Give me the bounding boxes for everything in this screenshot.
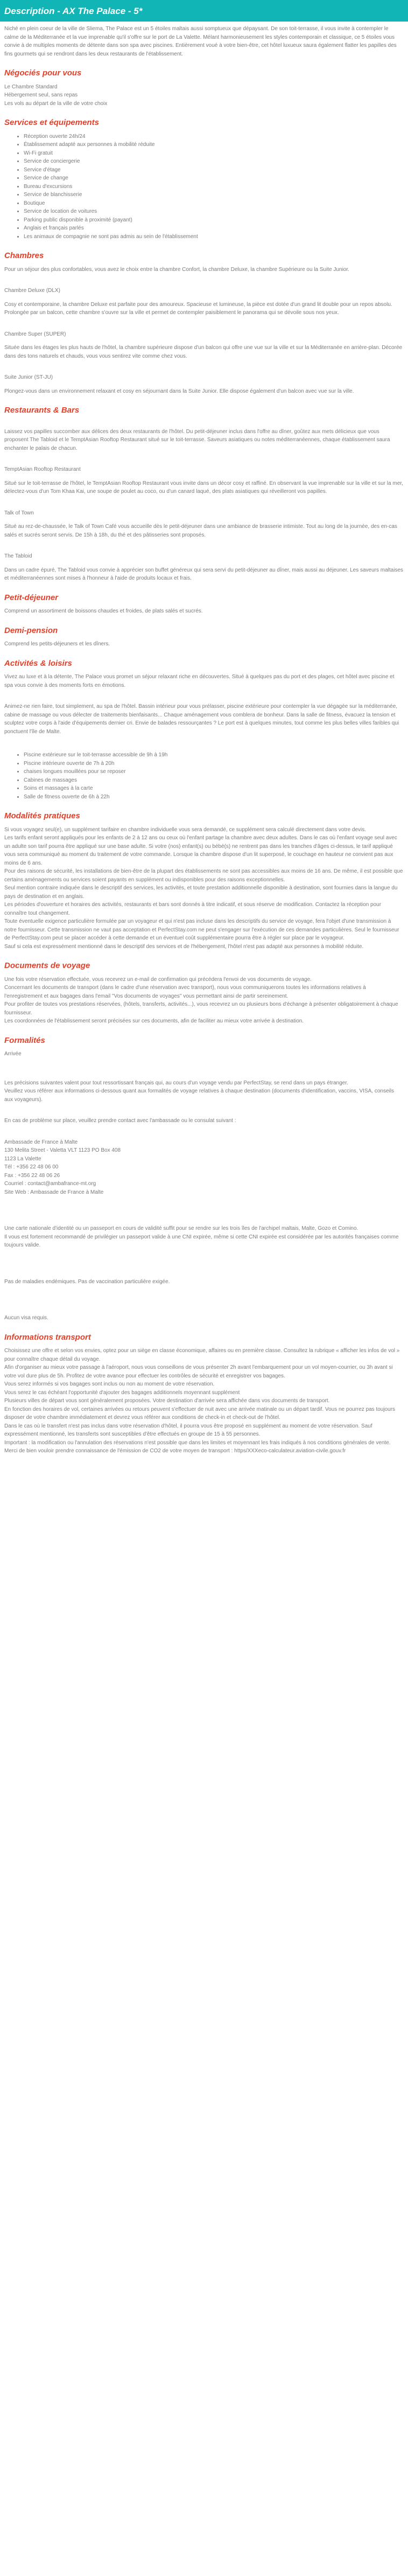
- breakfast-text: Comprend un assortiment de boissons chaudes et froides, de plats salés et sucrés.: [4, 608, 203, 615]
- page-title: Description - AX The Palace - 5*: [4, 6, 143, 16]
- services-list: [4, 133, 404, 241]
- half-board-text: Comprend les petits-déjeuners et les dîners.: [4, 641, 110, 648]
- activities-paragraph: Animez-ne rien faire, tout simplement, au spa de l'hôtel. Bassin intérieur pour vous prélasser, piscine extérieure pour contempler la vue dégagée sur la méditerranée, cabine de massage ou vous délecter de traitements bienfaisants... Chaque aménagement vous comblera de bonheur. Dans la salle de fitness, évacuez la tension et sculptez votre corps à l'aide d'équipements dernier cri. Envie de balades ressourçantes ? Le port est à quelques minutes, tout comme les plus belles villes faribles qui ponctuent l'île de Malte.: [4, 704, 399, 735]
- half-board-heading: Demi-pension: [4, 625, 58, 635]
- service-item: • Les animaux de compagnie ne sont pas admis au sein de l'établissement: [24, 233, 404, 241]
- travel-documents-text: Une fois votre réservation effectuée, vous recevrez un e-mail de confirmation qui précédera l'envoi de vos documents de voyage. Concernant les documents de transport (dans le cadre d'une réservation avec transport), nous vous communiquerons toutes les informations relatives à l'enregistrement et aux bagages dans l'email "Vos documents de voyages" vous permettant ainsi de partir sereinement. Pour profiter de toutes vos prestations réservées, (hôtels, transferts, activités...), vous recevrez un ou plusieurs bons d'échange à présenter obligatoirement à chaque fournisseur. Les coordonnées de l'établissement seront précisées sur ces documents, afin de faciliter au mieux votre arrivée à destination.: [4, 976, 398, 1025]
- activities-list: [4, 751, 404, 801]
- transport-heading: Informations transport: [4, 1332, 91, 1342]
- restaurants-heading: Restaurants & Bars: [4, 406, 80, 415]
- services-heading: Services et équipements: [4, 118, 99, 128]
- formalities-paragraph: En cas de problème sur place, veuillez prendre contact avec l'ambassade ou le consulat suivant :: [4, 1118, 236, 1124]
- negotiated-list: [4, 83, 404, 108]
- service-item: • Anglais et français parlés: [24, 224, 404, 233]
- arrival-label: Arrivée: [4, 1051, 22, 1057]
- service-item: • Réception ouverte 24h/24: [24, 133, 404, 141]
- service-item: • Bureau d'excursions: [24, 183, 404, 191]
- intro-paragraph: Niché en plein coeur de la ville de Sliema, The Palace est un 5 étoiles maltais aussi somptueux que dépaysant. De son toit-terrasse, il vous invite à contempler le calme de la Méditerranée et la vue imprenable qu'il s'offre sur le port de La Valette. Mélant harmonieusement les styles contemporain et classique, ce 5 étoiles vous convie à de multiples moments de détente dans son spa avec piscines. Entièrement voué à votre bien-être, cet hôtel luxueux saura également flatter les papilles des fins gourmets qui se rendront dans les deux restaurants de l'établissement.: [4, 26, 397, 57]
- venue-description: Situé au rez-de-chaussée, le Talk of Town Café vous accueille dès le petit-déjeuner dans une ambiance de brasserie intimiste. Tout au long de la journée, des en-cas salés et sucrés seront servis. De 15h à 18h, du thé et des pâtisseries sont proposés.: [4, 524, 397, 538]
- negotiated-line: Les vols au départ de la ville de votre choix: [4, 100, 108, 107]
- formalities-heading: Formalités: [4, 1035, 45, 1045]
- venue-name: TemptAsian Rooftop Restaurant: [4, 467, 81, 473]
- identity-requirements: Une carte nationale d'identité ou un passeport en cours de validité suffit pour se rendre sur les trois îles de l'archipel maltais, Malte, Gozo et Comino. Il vous est fortement recommandé de privilégier un passeport valide à une CNI expirée, même si cette CNI expirée est considérée par les autorités françaises comme toujours valide.: [4, 1226, 399, 1249]
- service-item: • Boutique: [24, 199, 404, 208]
- health-requirements: Pas de maladies endémiques. Pas de vaccination particulière exigée.: [4, 1278, 170, 1285]
- venue-description: Situé sur le toit-terrasse de l'hôtel, le TemptAsian Rooftop Restaurant vous invite dans un décor cosy et raffiné. En observant la vue imprenable sur la ville et sur la mer, délectez-vous d'un Tom Khaa Kai, une soupe de poulet au coco, ou d'un canard laqué, des plats asiatiques qui réveilleront vos papilles.: [4, 480, 403, 495]
- service-item: • Wi-Fi gratuit: [24, 149, 404, 158]
- transport-text: Choisissez une offre et selon vos envies, optez pour un siège en classe économique, affaires ou en première classe. Consultez la rubrique « afficher les infos de vol » pour connaître chaque détail du voyage. Afin d'organiser au mieux votre passage à l'aéroport, nous vous conseillons de vous présenter 2h avant l'embarquement pour un vol moyen-courrier, ou 3h avant si votre vol dure plus de 5h. Profitez de votre avance pour effectuer les contrôles de sécurité et enregistrer vos bagages. Vous serez informés si vos bagages sont inclus ou non au moment de votre réservation. Vous serez le cas échéant l'opportunité d'ajouter des bagages additionnels moyennant supplément Plusieurs villes de départ vous sont généralement proposées. Votre destination d'arrivée sera affichée dans vos documents de transport. En fonction des horaires de vol, certaines arrivées ou retours peuvent s'effectuer de nuit avec une arrivée matinale ou un départ tardif. Vous ne pourrez pas toujours disposer de votre chambre immédiatement et devrez vous référer aux conditions de check-in et check-out de l'hôtel. Dans le cas où le transfert n'est pas inclus dans votre réservation d'hôtel, il pourra vous être proposé en supplément au moment de votre réservation. Sauf expressément mentionné, les transferts sont susceptibles d'être effectués en groupe de 15 à 55 personnes. Important : la modification ou l'annulation des réservations n'est possible que dans les limites et moyennant les frais indiqués à nos conditions générales de vente. Merci de bien vouloir prendre connaissance de l'émission de CO2 de votre moyen de transport : https/XXXeco-calculateur.aviation-civile.gouv.fr: [4, 1348, 400, 1454]
- activity-item: • Piscine extérieure sur le toit-terrasse accessible de 9h à 19h: [24, 751, 404, 760]
- rooms-heading: Chambres: [4, 251, 44, 261]
- room-description: Située dans les étages les plus hauts de l'hôtel, la chambre supérieure dispose d'un balcon qui offre une vue sur la ville et sur la Méditerranée en arrière-plan. Décorée dans des tons naturels et chauds, vous vous sentirez vite comme chez vous.: [4, 345, 403, 359]
- activity-item: • Salle de fitness ouverte de 6h à 22h: [24, 793, 404, 802]
- room-name: Chambre Deluxe (DLX): [4, 288, 60, 294]
- service-item: • Établissement adapté aux personnes à mobilité réduite: [24, 141, 404, 149]
- breakfast-heading: Petit-déjeuner: [4, 593, 59, 602]
- room-description: Cosy et contemporaine, la chambre Deluxe est parfaite pour des amoureux. Spacieuse et lumineuse, la pièce est dotée d'un grand lit double pour un repos absolu. Prolongée par un balcon, cette chambre s'ouvre sur la ville et permet de contempler paisiblement le panorama qui se dévoile sous nos yeux.: [4, 301, 392, 316]
- practical-heading: Modalités pratiques: [4, 811, 80, 821]
- venue-description: Dans un cadre épuré, The Tabloid vous convie à apprécier son buffet généreux qui sera servi du petit-déjeuner au dîner, mais aussi au déjeuner. Les saveurs maltaises et méditerranéennes sont mises à l'honneur à l'aide de produits locaux et frais.: [4, 567, 404, 582]
- formalities-paragraph: Les précisions suivantes valent pour tout ressortissant français qui, au cours d'un voyage vendu par PerfectStay, se rend dans un pays étranger. Veuillez vous référer aux informations ci-dessous quant aux formalités de voyage relatives à chaque destination (documents d'identification, vaccins, VISA, conseils aux voyageurs).: [4, 1080, 394, 1103]
- main-content: [0, 25, 408, 1472]
- negotiated-line: Hébergement seul, sans repas: [4, 92, 78, 99]
- room-name: Suite Junior (ST-JU): [4, 374, 53, 381]
- service-item: • Parking public disponible à proximité (payant): [24, 216, 404, 225]
- activities-paragraph: Vivez au luxe et à la détente, The Palace vous promet un séjour relaxant riche en découvertes. Situé à quelques pas du port et des plages, cet hôtel avec piscine et spa vous convie à des moments forts en émotions.: [4, 674, 395, 688]
- visa-requirements: Aucun visa requis.: [4, 1315, 48, 1321]
- service-item: • Service de blanchisserie: [24, 191, 404, 199]
- activity-item: • Piscine intérieure ouverte de 7h à 20h: [24, 760, 404, 768]
- room-description: Plongez-vous dans un environnement relaxant et cosy en séjournant dans la Suite Junior. Elle dispose également d'un balcon avec vue sur la ville.: [4, 388, 354, 394]
- activities-heading: Activités & loisirs: [4, 658, 72, 668]
- restaurants-intro: Laissez vos papilles succomber aux délices des deux restaurants de l'hôtel. Du petit-déjeuner inclus dans l'offre au dîner, goûtez aux mets délicieux que vous proposent The Tabloid et le TemptAsian Rooftop Restaurant situé sur le toit-terrasse. Saveurs asiatiques ou notes méditerranéennes, chaque établissement saura enchanter le palais de chacun.: [4, 428, 390, 451]
- practical-text: Si vous voyagez seul(e), un supplément tarifaire en chambre individuelle vous sera demandé, ce supplément sera calculé directement dans votre devis. Les tarifs enfant seront appliqués pour les enfants de 2 à 12 ans ou ceux où l'enfant partage la chambre avec deux adultes. Dans le cas où l'enfant voyage seul avec un adulte son tarif pourra être appliqué sur une base adulte. Si votre (nos) enfant(s) ou bébé(s) ne rentrent pas dans les tranches d'âges ci-dessus, le tarif appliqué vous sera communiqué au moment du traitement de votre commande. Lorsque la chambre dispose d'un lit superposé, le couchage en hauteur ne convient pas aux moins de 6 ans. Pour des raisons de sécurité, les installations de bien-être de la plupart des établissements ne sont pas accessibles aux moins de 16 ans. De même, il est possible que certains aménagements ou services soient payants en supplément ou indisponibles pour des raisons exceptionnelles. Seul mention contraire indiquée dans le descriptif des services, les activités, et toute prestation additionnelle disponible à destination, sont fournies dans la langue du pays de destination et en anglais. Les périodes d'ouverture et horaires des activités, restaurants et bars sont donnés à titre indicatif, et sous réserve de modification. Contactez la réception pour connaître tout changement. Toute éventuelle exigence particulière formulée par un voyageur et qui n'est pas incluse dans les descriptifs du service de voyage, fera l'objet d'une transmission à notre fournisseur. Cette transmission ne vaut pas acceptation et PerfectStay.com ne peut s'engager sur l'exécution de ces demandes particulières. Seul le fournisseur de PerfectStay.com peut se placer accéder à cette demande et un éventuel coût supplémentaire pourra être à régler sur place par le voyageur. Sauf si cela est expressément mentionné dans le descriptif des services et de l'hébergement, l'hôtel n'est pas adapté aux personnes à mobilité réduite.: [4, 826, 403, 950]
- embassy-address: Ambassade de France à Malte 130 Melita Street - Valetta VLT 1123 PO Box 408 1123 La Valette Tél : +356 22 48 06 00 Fax : +356 22 48 06 26 Courriel : contact@ambafrance-mt.org Site Web : Ambassade de France à Malte: [4, 1139, 121, 1195]
- venue-name: Talk of Town: [4, 510, 34, 516]
- negotiated-heading: Négociés pour vous: [4, 68, 82, 78]
- negotiated-line: Le Chambre Standard: [4, 83, 58, 90]
- rooms-intro: Pour un séjour des plus confortables, vous avez le choix entre la chambre Confort, la chambre Deluxe, la chambre Supérieure ou la Suite Junior.: [4, 266, 349, 273]
- activity-item: • Soins et massages à la carte: [24, 784, 404, 793]
- activity-item: • chaises longues mouillées pour se reposer: [24, 768, 404, 776]
- room-name: Chambre Super (SUPER): [4, 331, 66, 337]
- venue-name: The Tabloid: [4, 553, 32, 560]
- service-item: • Service de location de voitures: [24, 207, 404, 216]
- service-item: • Service de change: [24, 174, 404, 183]
- page-title-banner: [0, 0, 408, 22]
- travel-documents-heading: Documents de voyage: [4, 961, 90, 971]
- activity-item: • Cabines de massages: [24, 776, 404, 785]
- service-item: • Service d'étage: [24, 166, 404, 175]
- service-item: • Service de conciergerie: [24, 157, 404, 166]
